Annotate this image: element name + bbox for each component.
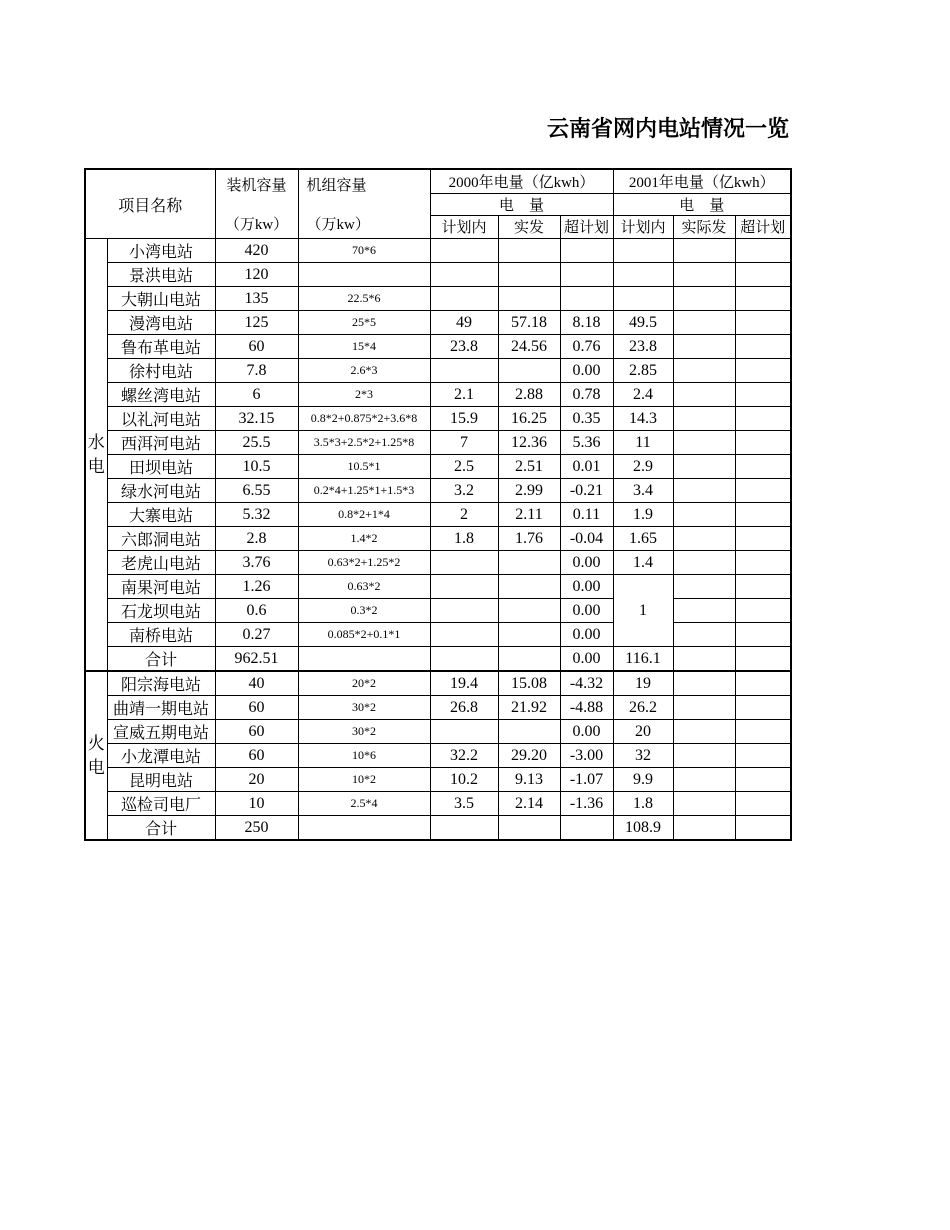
- value-cell: [735, 455, 791, 479]
- value-cell: 60: [215, 744, 298, 768]
- value-cell: 26.2: [613, 696, 673, 720]
- value-cell: 9.13: [498, 768, 560, 792]
- value-cell: 1.9: [613, 503, 673, 527]
- value-cell: [673, 792, 735, 816]
- value-cell: 24.56: [498, 335, 560, 359]
- table-row: [85, 551, 791, 575]
- value-cell: -1.36: [560, 792, 613, 816]
- value-cell: [673, 407, 735, 431]
- value-cell: 7.8: [215, 359, 298, 383]
- table-row: [85, 527, 791, 551]
- value-cell: 16.25: [498, 407, 560, 431]
- value-cell: [735, 792, 791, 816]
- value-cell: 20*2: [298, 671, 430, 696]
- value-cell: [298, 816, 430, 841]
- value-cell: 2.5: [430, 455, 498, 479]
- station-name-cell: 六郎洞电站: [107, 527, 215, 551]
- value-cell: [673, 239, 735, 263]
- value-cell: 19.4: [430, 671, 498, 696]
- value-cell: 116.1: [613, 647, 673, 672]
- value-cell: [735, 383, 791, 407]
- value-cell: [560, 239, 613, 263]
- value-cell: [613, 287, 673, 311]
- header-actual-2001: 实际发: [673, 215, 735, 238]
- table-row: [85, 455, 791, 479]
- value-cell: 962.51: [215, 647, 298, 672]
- value-cell: [673, 623, 735, 647]
- table-row: [85, 431, 791, 455]
- value-cell: [430, 720, 498, 744]
- value-cell: 70*6: [298, 239, 430, 263]
- value-cell: [430, 263, 498, 287]
- table-row: [85, 407, 791, 431]
- station-name-cell: 昆明电站: [107, 768, 215, 792]
- station-name-cell: 以礼河电站: [107, 407, 215, 431]
- value-cell: [498, 575, 560, 599]
- station-name-cell: 宣威五期电站: [107, 720, 215, 744]
- header-project-name: 项目名称: [85, 169, 215, 239]
- value-cell: 49.5: [613, 311, 673, 335]
- value-cell: [498, 599, 560, 623]
- value-cell: 20: [613, 720, 673, 744]
- value-cell: [735, 503, 791, 527]
- value-cell: 10*6: [298, 744, 430, 768]
- value-cell: [735, 479, 791, 503]
- value-cell: [673, 383, 735, 407]
- value-cell: [430, 575, 498, 599]
- value-cell: 57.18: [498, 311, 560, 335]
- value-cell: [560, 287, 613, 311]
- header-over-plan-2001: 超计划: [735, 215, 791, 238]
- value-cell: 1.76: [498, 527, 560, 551]
- value-cell: 108.9: [613, 816, 673, 841]
- value-cell: [735, 623, 791, 647]
- value-cell: 10*2: [298, 768, 430, 792]
- value-cell: [735, 407, 791, 431]
- value-cell: 12.36: [498, 431, 560, 455]
- value-cell: [735, 696, 791, 720]
- station-name-cell: 阳宗海电站: [107, 671, 215, 696]
- table-row: [85, 575, 791, 599]
- value-cell: [735, 671, 791, 696]
- table-row: [85, 287, 791, 311]
- value-cell: [735, 311, 791, 335]
- station-name-cell: 西洱河电站: [107, 431, 215, 455]
- value-cell: 0.8*2+0.875*2+3.6*8: [298, 407, 430, 431]
- value-cell: [673, 479, 735, 503]
- value-cell: 2.9: [613, 455, 673, 479]
- station-name-cell: 徐村电站: [107, 359, 215, 383]
- table-row: [85, 768, 791, 792]
- table-row: [85, 359, 791, 383]
- value-cell: [673, 647, 735, 672]
- header-unit-line1: 机组容量: [306, 178, 367, 194]
- table-row: [85, 623, 791, 647]
- value-cell: 0.01: [560, 455, 613, 479]
- station-name-cell: 合计: [107, 816, 215, 841]
- value-cell: [735, 647, 791, 672]
- station-name-cell: 南果河电站: [107, 575, 215, 599]
- value-cell: 5.36: [560, 431, 613, 455]
- value-cell: 22.5*6: [298, 287, 430, 311]
- value-cell: [430, 287, 498, 311]
- value-cell: 49: [430, 311, 498, 335]
- value-cell: [735, 744, 791, 768]
- value-cell: 135: [215, 287, 298, 311]
- value-cell: 1.8: [613, 792, 673, 816]
- table-row: [85, 599, 791, 623]
- table-row: [85, 311, 791, 335]
- table-row: [85, 647, 791, 672]
- header-year-2000: 2000年电量（亿kwh）: [430, 169, 613, 193]
- value-cell: 0.00: [560, 599, 613, 623]
- value-cell: 2.1: [430, 383, 498, 407]
- value-cell: [560, 816, 613, 841]
- value-cell: -3.00: [560, 744, 613, 768]
- value-cell: 2.8: [215, 527, 298, 551]
- header-year-2001: 2001年电量（亿kwh）: [613, 169, 791, 193]
- value-cell: 2.85: [613, 359, 673, 383]
- value-cell: 8.18: [560, 311, 613, 335]
- value-cell: 60: [215, 335, 298, 359]
- station-name-cell: 巡检司电厂: [107, 792, 215, 816]
- value-cell: 25*5: [298, 311, 430, 335]
- value-cell: 11: [613, 431, 673, 455]
- value-cell: [498, 263, 560, 287]
- power-stations-table: [84, 168, 792, 841]
- value-cell: 2*3: [298, 383, 430, 407]
- station-name-cell: 大寨电站: [107, 503, 215, 527]
- value-cell: 0.76: [560, 335, 613, 359]
- value-cell: 0.2*4+1.25*1+1.5*3: [298, 479, 430, 503]
- value-cell: [673, 671, 735, 696]
- value-cell: 3.2: [430, 479, 498, 503]
- value-cell: 0.27: [215, 623, 298, 647]
- station-name-cell: 合计: [107, 647, 215, 672]
- value-cell: [430, 599, 498, 623]
- value-cell: 1.4*2: [298, 527, 430, 551]
- value-cell: -4.32: [560, 671, 613, 696]
- station-name-cell: 田坝电站: [107, 455, 215, 479]
- value-cell: 2.5*4: [298, 792, 430, 816]
- header-energy-2001: 电 量: [613, 193, 791, 215]
- value-cell: 0.00: [560, 623, 613, 647]
- page-title: 云南省网内电站情况一览: [547, 116, 790, 141]
- value-cell: [735, 359, 791, 383]
- table-row: [85, 263, 791, 287]
- station-name-cell: 南桥电站: [107, 623, 215, 647]
- value-cell: [430, 623, 498, 647]
- header-over-plan-2000: 超计划: [560, 215, 613, 238]
- station-name-cell: 漫湾电站: [107, 311, 215, 335]
- value-cell: 19: [613, 671, 673, 696]
- value-cell: [735, 263, 791, 287]
- header-planned-2001: 计划内: [613, 215, 673, 238]
- value-cell: 32.2: [430, 744, 498, 768]
- header-unit-line2: （万kw）: [306, 217, 370, 233]
- value-cell: [430, 647, 498, 672]
- value-cell: 6: [215, 383, 298, 407]
- value-cell: 0.63*2: [298, 575, 430, 599]
- value-cell: 3.5*3+2.5*2+1.25*8: [298, 431, 430, 455]
- value-cell: 30*2: [298, 696, 430, 720]
- header-installed-line1: 装机容量: [226, 178, 287, 194]
- value-cell: 2.99: [498, 479, 560, 503]
- value-cell: 60: [215, 720, 298, 744]
- value-cell: 1.4: [613, 551, 673, 575]
- section-label: 火电: [85, 671, 107, 840]
- station-name-cell: 景洪电站: [107, 263, 215, 287]
- value-cell: 10: [215, 792, 298, 816]
- value-cell: 14.3: [613, 407, 673, 431]
- value-cell: 0.6: [215, 599, 298, 623]
- value-cell: 0.00: [560, 720, 613, 744]
- value-cell: 2.6*3: [298, 359, 430, 383]
- value-cell: 6.55: [215, 479, 298, 503]
- value-cell: 23.8: [613, 335, 673, 359]
- value-cell: 0.35: [560, 407, 613, 431]
- value-cell: 0.63*2+1.25*2: [298, 551, 430, 575]
- value-cell: 1.8: [430, 527, 498, 551]
- value-cell: [735, 551, 791, 575]
- value-cell: [673, 311, 735, 335]
- value-cell: [735, 720, 791, 744]
- value-cell: 1.26: [215, 575, 298, 599]
- value-cell: [613, 263, 673, 287]
- value-cell: -1.07: [560, 768, 613, 792]
- value-cell: 0.3*2: [298, 599, 430, 623]
- value-cell: [673, 599, 735, 623]
- table-row: [85, 383, 791, 407]
- value-cell: [735, 575, 791, 599]
- value-cell: 2: [430, 503, 498, 527]
- value-cell: -0.04: [560, 527, 613, 551]
- station-name-cell: 鲁布革电站: [107, 335, 215, 359]
- value-cell: [430, 816, 498, 841]
- table-row: [85, 239, 791, 263]
- value-cell: 23.8: [430, 335, 498, 359]
- value-cell: [498, 816, 560, 841]
- header-installed-capacity: [215, 169, 298, 239]
- table-row: [85, 792, 791, 816]
- value-cell: [735, 599, 791, 623]
- value-cell: [673, 359, 735, 383]
- value-cell: [613, 239, 673, 263]
- value-cell: [673, 503, 735, 527]
- station-name-cell: 曲靖一期电站: [107, 696, 215, 720]
- value-cell: 10.5: [215, 455, 298, 479]
- value-cell: [298, 647, 430, 672]
- value-cell: 9.9: [613, 768, 673, 792]
- table-row: [85, 479, 791, 503]
- value-cell: [673, 696, 735, 720]
- value-cell: 420: [215, 239, 298, 263]
- table-row: [85, 744, 791, 768]
- value-cell: 125: [215, 311, 298, 335]
- value-cell: [430, 239, 498, 263]
- value-cell: 0.00: [560, 647, 613, 672]
- value-cell: [673, 335, 735, 359]
- value-cell: 0.11: [560, 503, 613, 527]
- header-planned-2000: 计划内: [430, 215, 498, 238]
- station-name-cell: 小龙潭电站: [107, 744, 215, 768]
- value-cell: 26.8: [430, 696, 498, 720]
- value-cell: 40: [215, 671, 298, 696]
- value-cell: 32.15: [215, 407, 298, 431]
- value-cell: [498, 239, 560, 263]
- value-cell: [673, 744, 735, 768]
- value-cell: [673, 720, 735, 744]
- value-cell: 2.51: [498, 455, 560, 479]
- table-row: [85, 720, 791, 744]
- value-cell: 2.11: [498, 503, 560, 527]
- header-unit-capacity: [298, 169, 430, 239]
- value-cell: 2.88: [498, 383, 560, 407]
- table-row: [85, 503, 791, 527]
- value-cell: [498, 287, 560, 311]
- value-cell: [735, 527, 791, 551]
- station-name-cell: 螺丝湾电站: [107, 383, 215, 407]
- value-cell: [673, 263, 735, 287]
- value-cell: 30*2: [298, 720, 430, 744]
- value-cell: 10.2: [430, 768, 498, 792]
- station-name-cell: 大朝山电站: [107, 287, 215, 311]
- value-cell: [735, 335, 791, 359]
- station-name-cell: 绿水河电站: [107, 479, 215, 503]
- value-cell: 120: [215, 263, 298, 287]
- value-cell: [498, 551, 560, 575]
- value-cell: -0.21: [560, 479, 613, 503]
- value-cell: 10.5*1: [298, 455, 430, 479]
- value-cell: [735, 287, 791, 311]
- station-name-cell: 石龙坝电站: [107, 599, 215, 623]
- table-row: [85, 335, 791, 359]
- value-cell: [735, 431, 791, 455]
- value-cell: [498, 359, 560, 383]
- station-name-cell: 小湾电站: [107, 239, 215, 263]
- section-label: 水电: [85, 239, 107, 672]
- value-cell: [673, 431, 735, 455]
- merged-value-cell: 1: [613, 575, 673, 647]
- value-cell: [673, 551, 735, 575]
- value-cell: 21.92: [498, 696, 560, 720]
- value-cell: [498, 623, 560, 647]
- header-energy-2000: 电 量: [430, 193, 613, 215]
- value-cell: 3.4: [613, 479, 673, 503]
- value-cell: [673, 287, 735, 311]
- station-name-cell: 老虎山电站: [107, 551, 215, 575]
- value-cell: 7: [430, 431, 498, 455]
- value-cell: 2.14: [498, 792, 560, 816]
- value-cell: [430, 359, 498, 383]
- table-row: [85, 816, 791, 841]
- value-cell: -4.88: [560, 696, 613, 720]
- value-cell: 0.00: [560, 575, 613, 599]
- value-cell: 15*4: [298, 335, 430, 359]
- value-cell: [673, 768, 735, 792]
- value-cell: 5.32: [215, 503, 298, 527]
- value-cell: [735, 816, 791, 841]
- value-cell: [673, 527, 735, 551]
- table-row: [85, 696, 791, 720]
- value-cell: [498, 647, 560, 672]
- value-cell: 3.76: [215, 551, 298, 575]
- value-cell: 0.085*2+0.1*1: [298, 623, 430, 647]
- value-cell: 32: [613, 744, 673, 768]
- table-row: [85, 671, 791, 696]
- value-cell: [430, 551, 498, 575]
- value-cell: 0.8*2+1*4: [298, 503, 430, 527]
- value-cell: 0.78: [560, 383, 613, 407]
- value-cell: [498, 720, 560, 744]
- value-cell: [673, 816, 735, 841]
- value-cell: 250: [215, 816, 298, 841]
- value-cell: 25.5: [215, 431, 298, 455]
- value-cell: [735, 239, 791, 263]
- value-cell: 60: [215, 696, 298, 720]
- value-cell: 15.08: [498, 671, 560, 696]
- value-cell: [298, 263, 430, 287]
- value-cell: [673, 455, 735, 479]
- value-cell: [735, 768, 791, 792]
- value-cell: 2.4: [613, 383, 673, 407]
- value-cell: [673, 575, 735, 599]
- value-cell: 0.00: [560, 359, 613, 383]
- value-cell: [560, 263, 613, 287]
- value-cell: 3.5: [430, 792, 498, 816]
- value-cell: 0.00: [560, 551, 613, 575]
- value-cell: 20: [215, 768, 298, 792]
- header-installed-line2: （万kw）: [224, 217, 289, 233]
- value-cell: 1.65: [613, 527, 673, 551]
- header-actual-2000: 实发: [498, 215, 560, 238]
- value-cell: 15.9: [430, 407, 498, 431]
- value-cell: 29.20: [498, 744, 560, 768]
